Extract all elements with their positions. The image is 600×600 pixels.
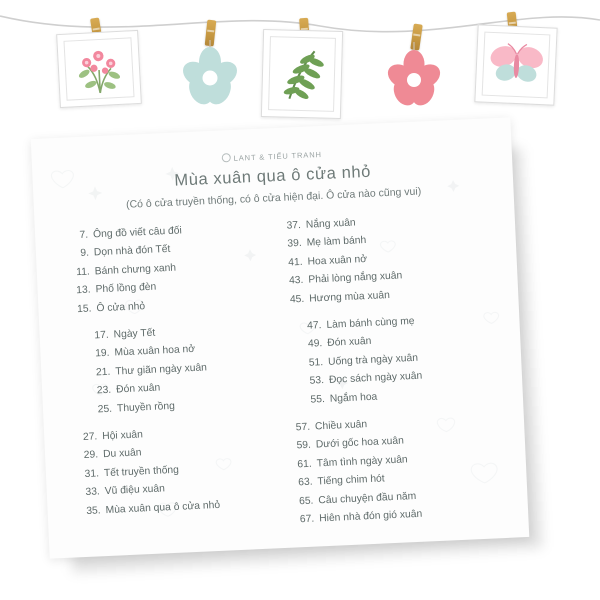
item-number: 19. (94, 348, 110, 360)
item-label: Hương mùa xuân (309, 289, 391, 305)
item-number: 43. (288, 275, 304, 287)
photo-flower-pink-cluster[interactable] (56, 30, 142, 108)
item-label: Ngày Tết (113, 327, 156, 341)
photo-flower-mint-daisy[interactable] (172, 34, 248, 111)
item-label: Ô cửa nhỏ (96, 300, 146, 314)
item-number: 57. (295, 421, 311, 434)
item-number: 45. (289, 293, 305, 306)
item-number: 21. (95, 366, 111, 379)
item-label: Chiều xuân (314, 419, 368, 433)
item-number: 15. (76, 303, 92, 315)
item-label: Thư giãn ngày xuân (115, 362, 208, 378)
item-number: 25. (97, 403, 113, 415)
item-number: 17. (94, 329, 109, 342)
item-number: 63. (298, 476, 313, 489)
item-label: Nắng xuân (305, 217, 356, 231)
item-label: Dọn nhà đón Tết (93, 244, 171, 259)
photo-frame-inner (268, 36, 336, 112)
item-number: 39. (287, 238, 302, 250)
item-number: 53. (309, 375, 325, 387)
item-number: 55. (310, 393, 326, 406)
item-label: Mùa xuân hoa nở (114, 344, 196, 359)
item-label: Câu chuyện đầu năm (318, 490, 417, 507)
clothespin-icon (205, 20, 217, 47)
item-label: Làm bánh cùng mẹ (326, 315, 415, 331)
butterfly-icon (486, 36, 546, 94)
photo-butterfly-pink[interactable] (474, 24, 557, 105)
list-group (75, 319, 274, 420)
list-group (284, 209, 483, 310)
item-number: 29. (83, 449, 99, 462)
clothesline-decoration (0, 0, 600, 130)
document-body (31, 117, 530, 558)
item-number: 37. (286, 219, 302, 232)
item-number: 35. (86, 505, 101, 517)
item-number: 9. (80, 247, 90, 260)
item-label: Thuyền rồng (116, 400, 176, 415)
item-label: Đọc sách ngày xuân (328, 370, 423, 387)
page-subtitle: (Có ô cửa truyền thống, có ô cửa hiện đại. Ô cửa nào cũng vui) (125, 185, 422, 211)
item-label: Ngắm hoa (329, 391, 378, 405)
item-label: Mùa xuân qua ô cửa nhỏ (105, 499, 221, 516)
photo-leaf-branch[interactable] (261, 29, 343, 119)
clothespin-icon (299, 18, 310, 45)
clothespin-icon (410, 24, 423, 51)
list-group (80, 420, 279, 521)
item-label: Hiên nhà đón gió xuân (319, 508, 423, 525)
item-label: Đón xuân (115, 382, 161, 396)
item-label: Tết truyền thống (103, 464, 180, 479)
item-number: 31. (84, 468, 100, 480)
item-number: 33. (85, 486, 101, 499)
clothespin-icon (507, 12, 519, 39)
item-number: 23. (96, 384, 112, 397)
list-group (288, 310, 487, 411)
mint-daisy-flower-icon (172, 34, 248, 106)
photo-frame-inner (482, 32, 551, 99)
item-number: 11. (76, 266, 91, 278)
credit-dot-icon (221, 153, 230, 162)
item-label: Bánh chưng xanh (94, 262, 177, 278)
item-label: Phải lòng nắng xuân (308, 270, 403, 286)
challenge-list-paper (31, 117, 530, 558)
item-label: Hoa xuân nở (307, 253, 368, 268)
list-group (71, 219, 270, 320)
list-columns (65, 209, 499, 540)
credit-text: LANT & TIỂU TRANH (233, 149, 323, 163)
item-number: 13. (76, 284, 91, 297)
item-number: 47. (306, 320, 322, 332)
page-title: Mùa xuân qua ô cửa nhỏ (173, 162, 372, 190)
item-label: Phố lồng đèn (95, 281, 157, 296)
left-column (71, 219, 280, 540)
item-number: 67. (299, 513, 315, 526)
item-label: Hội xuân (102, 429, 144, 443)
right-column (284, 209, 493, 530)
photo-flower-red-poppy[interactable] (376, 38, 452, 113)
item-label: Vũ điệu xuân (104, 483, 166, 498)
item-number: 41. (288, 256, 303, 269)
item-label: Ông đồ viết câu đối (92, 225, 183, 241)
clothespin-icon (90, 17, 103, 44)
clothesline-string (0, 0, 600, 130)
item-label: Mẹ làm bánh (306, 235, 367, 250)
item-number: 7. (79, 229, 89, 241)
item-number: 61. (297, 458, 313, 471)
item-label: Tâm tình ngày xuân (316, 454, 408, 470)
item-label: Đón xuân (327, 336, 372, 350)
item-label: Du xuân (102, 447, 142, 461)
photo-frame-inner (63, 37, 134, 100)
red-poppy-flower-icon (376, 38, 452, 108)
item-number: 27. (82, 431, 98, 444)
item-label: Dưới gốc hoa xuân (315, 435, 405, 451)
item-number: 49. (307, 338, 323, 351)
item-number: 51. (308, 356, 324, 369)
list-group (293, 411, 493, 530)
pink-cluster-flower-icon (71, 42, 128, 97)
leaf-branch-icon (273, 42, 331, 105)
item-label: Uống trà ngày xuân (327, 352, 419, 368)
item-label: Tiếng chim hót (317, 473, 385, 488)
item-number: 59. (296, 440, 312, 452)
item-number: 65. (298, 495, 314, 507)
